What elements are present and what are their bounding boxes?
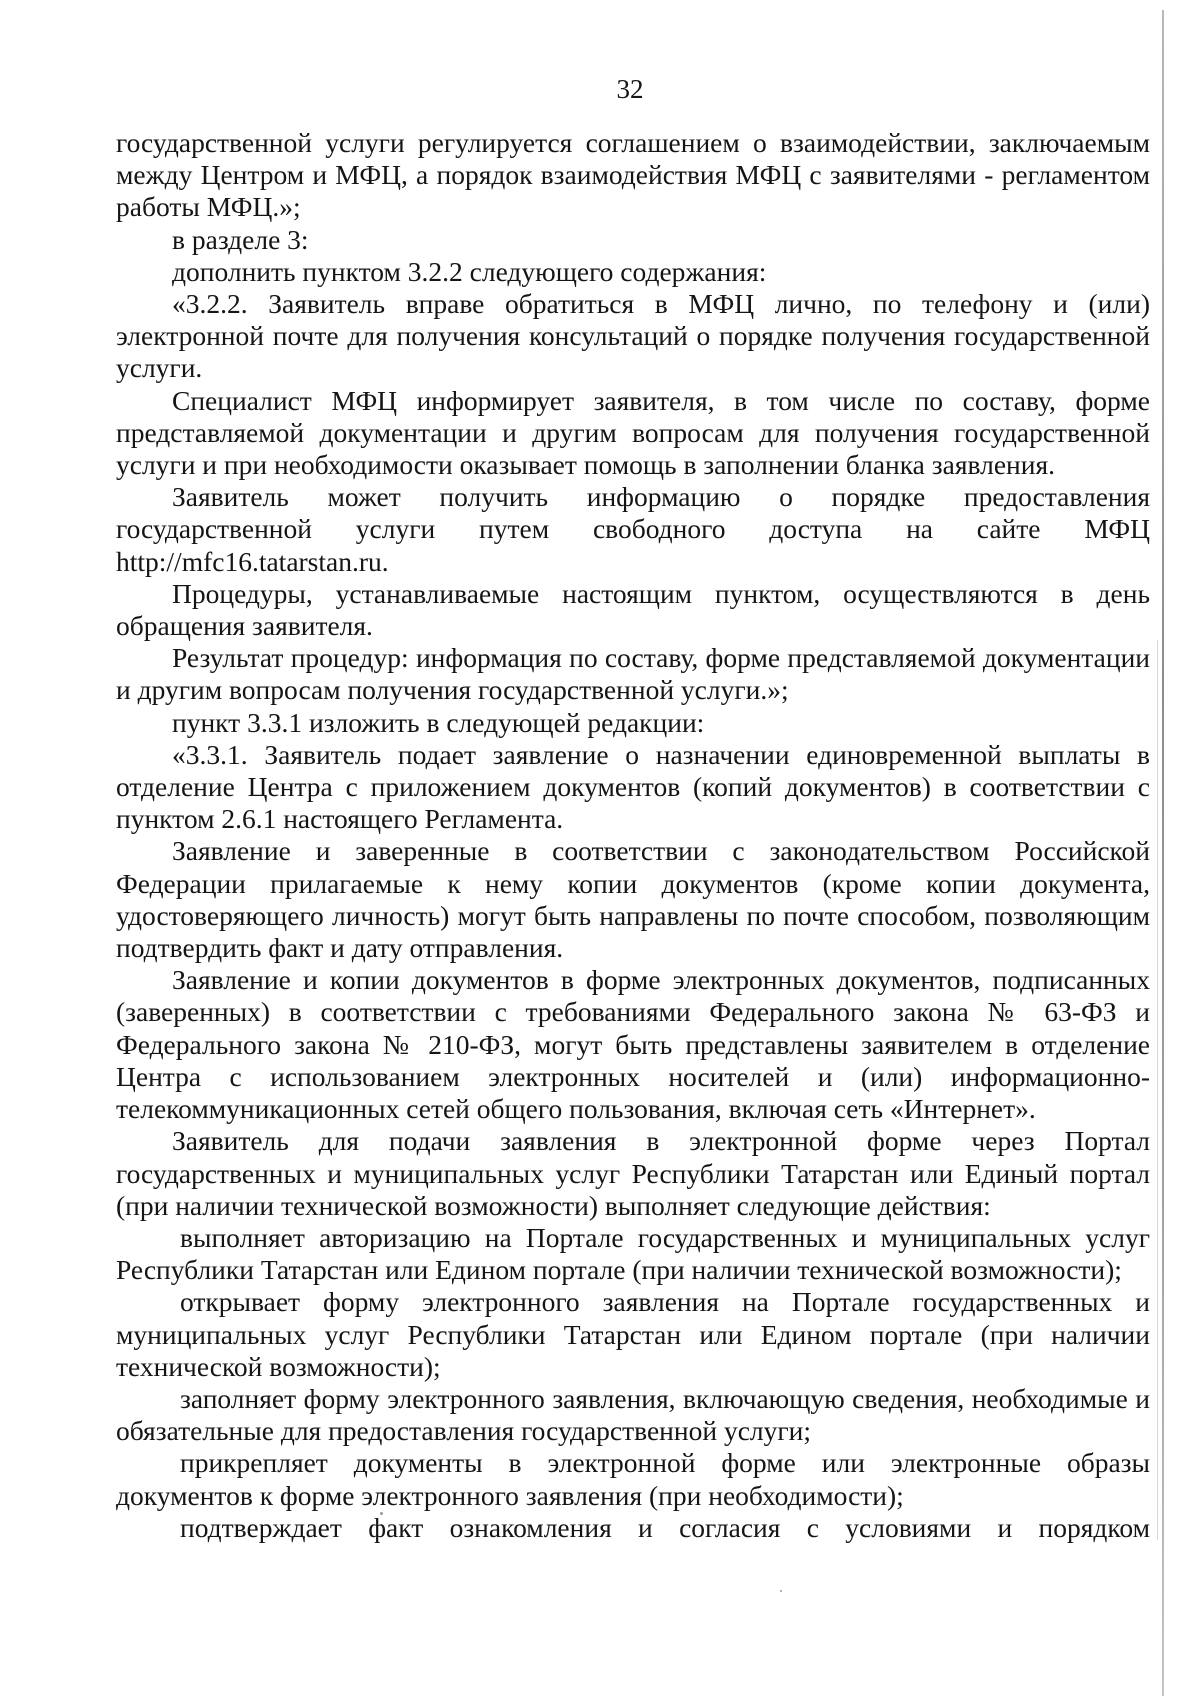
paragraph: Заявление и заверенные в соответствии с законодательством Российской Федерации прилагаемые к нему копии документов (кроме копии документа, удостоверяющего личность) могут быть направлены по почте способом, позволяющим подтвердить факт и дату отправления.: [116, 835, 1150, 964]
paragraph: Заявитель может получить информацию о порядке предоставления государственной услуги путем свободного доступа на сайте МФЦ http://mfc16.tatarstan.ru.: [116, 481, 1150, 577]
document-body: [116, 127, 1150, 1544]
paragraph: дополнить пунктом 3.2.2 следующего содержания:: [172, 255, 767, 287]
scan-speck: [780, 1590, 782, 1592]
paragraph: «3.3.1. Заявитель подает заявление о назначении единовременной выплаты в отделение Центра с приложением документов (копий документов) в соответствии с пунктом 2.6.1 настоящего Регламента.: [116, 738, 1150, 835]
page-number: 32: [616, 74, 644, 104]
paragraph: Заявление и копии документов в форме электронных документов, подписанных (заверенных) в соответствии с требованиями Федерального закона № 63-ФЗ и Федерального закона № 210-ФЗ, могут быть представлены заявителем в отделение Центра с использованием электронных носителей и (или) информационно-телекоммуникационных сетей общего пользования, включая сеть «Интернет».: [116, 964, 1150, 1125]
paragraph: государственной услуги регулируется соглашением о взаимодействии, заключаемым между Центром и МФЦ, а порядок взаимодействия МФЦ с заявителями - регламентом работы МФЦ.»;: [116, 127, 1150, 223]
paragraph: Специалист МФЦ информирует заявителя, в том числе по составу, форме представляемой документации и другим вопросам для получения государственной услуги и при необходимости оказывает помощь в заполнении бланка заявления.: [116, 384, 1150, 481]
paragraph: открывает форму электронного заявления на Портале государственных и муниципальных услуг Республики Татарстан или Едином портале (при наличии технической возможности);: [116, 1286, 1150, 1382]
paragraph: в разделе 3:: [172, 223, 309, 255]
scan-margin-line-faint: [1157, 640, 1158, 1540]
paragraph: прикрепляет документы в электронной форме или электронные образы документов к форме электронного заявления (при необходимости);: [116, 1447, 1150, 1511]
paragraph: Заявитель для подачи заявления в электронной форме через Портал государственных и муниципальных услуг Республики Татарстан или Единый портал (при наличии технической возможности) выполняет следующие действия:: [116, 1125, 1150, 1221]
paragraph: Процедуры, устанавливаемые настоящим пунктом, осуществляются в день обращения заявителя.: [116, 577, 1150, 642]
paragraph: пункт 3.3.1 изложить в следующей редакции:: [172, 706, 705, 738]
paragraph: заполняет форму электронного заявления, включающую сведения, необходимые и обязательные для предоставления государственной услуги;: [116, 1382, 1150, 1447]
paragraph: «3.2.2. Заявитель вправе обратиться в МФЦ лично, по телефону и (или) электронной почте для получения консультаций о порядке получения государственной услуги.: [116, 288, 1150, 384]
scan-margin-line: [1162, 10, 1164, 1696]
paragraph: Результат процедур: информация по составу, форме представляемой документации и другим вопросам получения государственной услуги.»;: [116, 642, 1150, 706]
paragraph: выполняет авторизацию на Портале государственных и муниципальных услуг Республики Татарстан или Едином портале (при наличии технической возможности);: [116, 1221, 1150, 1286]
paragraph: подтверждает факт ознакомления и согласия с условиями и порядком: [180, 1511, 1150, 1543]
